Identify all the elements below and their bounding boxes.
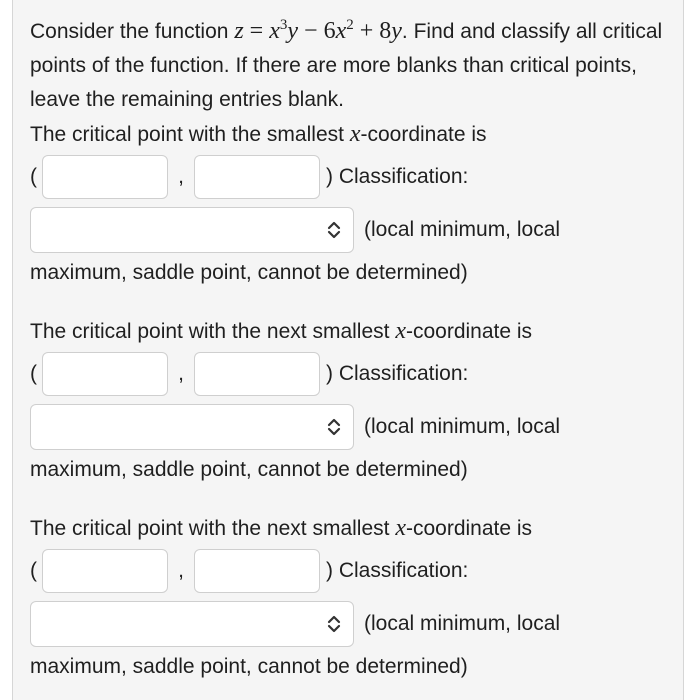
critical-point-2 [30, 314, 680, 487]
critical-point-1 [30, 117, 680, 290]
classification-label: ) Classification: [326, 559, 469, 582]
classification-label: ) Classification: [326, 362, 469, 385]
open-paren: ( [30, 559, 37, 582]
critical-point-heading: The critical point with the smallest x-coordinate is [30, 121, 487, 147]
options-hint: (local minimum, local [364, 415, 561, 438]
coordinate-row [30, 546, 680, 596]
chevron-up-down-icon [327, 614, 341, 634]
y-coordinate-input[interactable] [194, 155, 320, 199]
question-intro [30, 14, 680, 117]
classification-row [30, 204, 680, 256]
x-coordinate-input[interactable] [42, 352, 168, 396]
classification-label: ) Classification: [326, 165, 469, 188]
question-content [30, 14, 680, 684]
intro-suffix: . Find and classify all critical points of the function. If there are more blanks than critical points, leave the remaining entries blank. [30, 20, 663, 111]
options-hint: (local minimum, local [364, 612, 561, 635]
y-coordinate-input[interactable] [194, 549, 320, 593]
open-paren: ( [30, 165, 37, 188]
coordinate-row [30, 349, 680, 399]
coordinate-row [30, 152, 680, 202]
comma: , [178, 362, 184, 385]
options-hint-continued: maximum, saddle point, cannot be determined) [30, 458, 468, 481]
critical-point-3 [30, 511, 680, 684]
classification-row [30, 598, 680, 650]
comma: , [178, 165, 184, 188]
x-coordinate-input[interactable] [42, 549, 168, 593]
x-coordinate-input[interactable] [42, 155, 168, 199]
comma: , [178, 559, 184, 582]
classification-select[interactable] [30, 601, 354, 647]
critical-point-heading: The critical point with the next smallest x-coordinate is [30, 515, 533, 541]
question-panel [12, 0, 684, 700]
classification-select[interactable] [30, 207, 354, 253]
classification-select[interactable] [30, 404, 354, 450]
chevron-up-down-icon [327, 220, 341, 240]
function-formula: $z = x^3y - 6x^2 + 8y$ [234, 17, 402, 44]
open-paren: ( [30, 362, 37, 385]
intro-prefix: Consider the function [30, 20, 229, 43]
options-hint-continued: maximum, saddle point, cannot be determined) [30, 655, 468, 678]
options-hint: (local minimum, local [364, 218, 561, 241]
chevron-up-down-icon [327, 417, 341, 437]
options-hint-continued: maximum, saddle point, cannot be determined) [30, 261, 468, 284]
critical-point-heading: The critical point with the next smallest x-coordinate is [30, 318, 533, 344]
y-coordinate-input[interactable] [194, 352, 320, 396]
classification-row [30, 401, 680, 453]
